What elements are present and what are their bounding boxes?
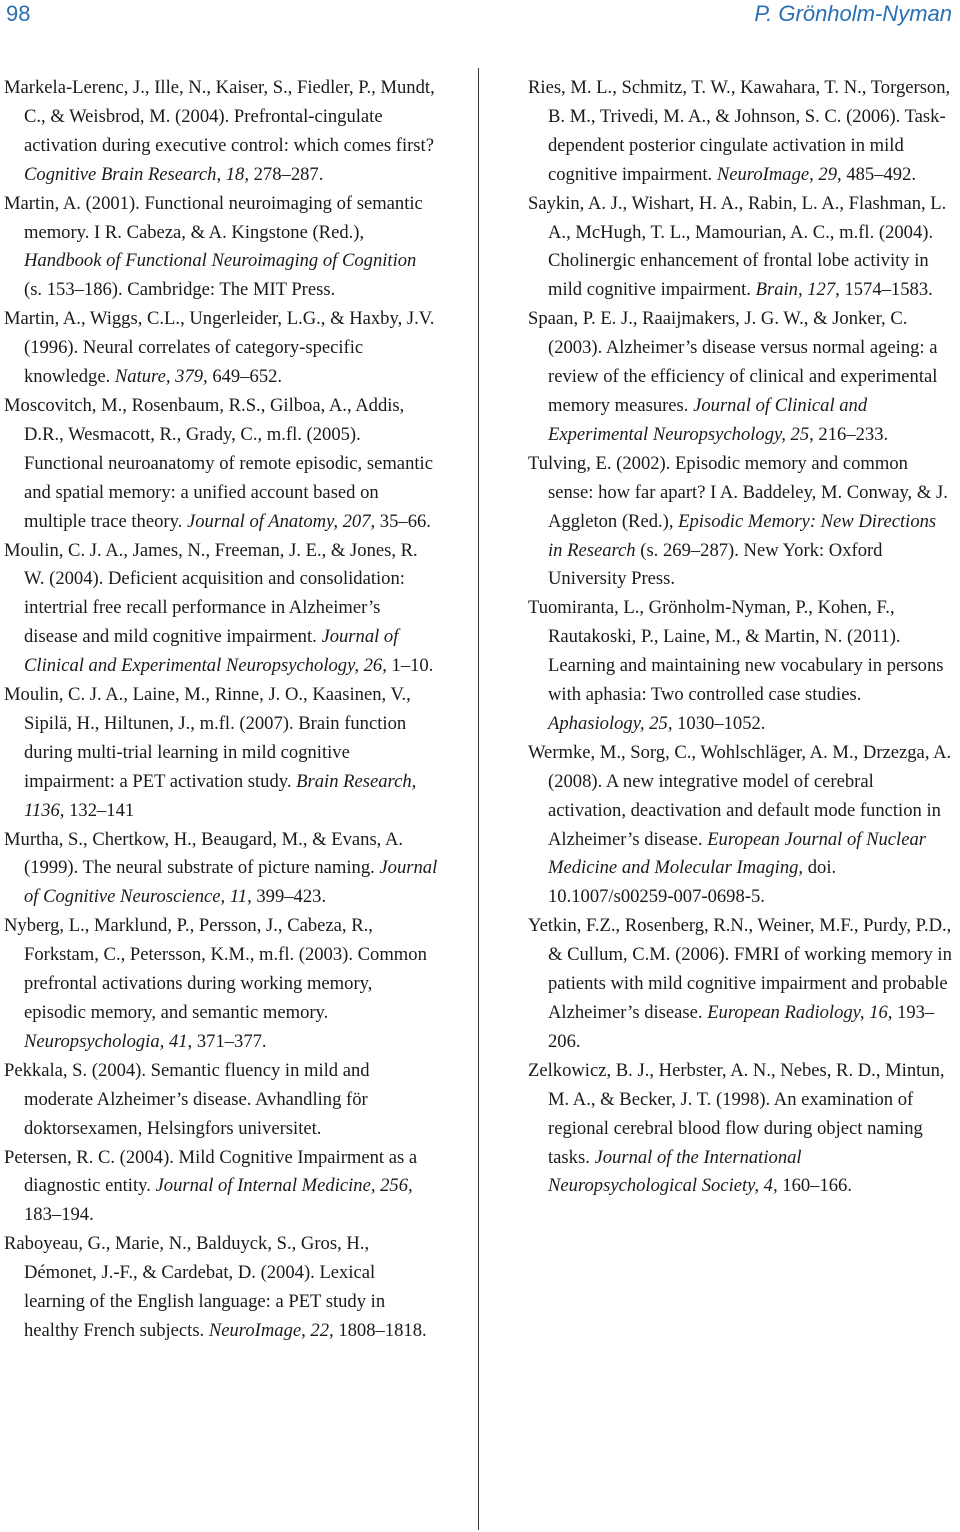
reference-entry: Tuomiranta, L., Grönholm-Nyman, P., Kohen, F., Rautakoski, P., Laine, M., & Martin, N. (2011). Learning and maintaining new vocabulary in persons with aphasia: Two controlled case studies. Aphasiology, 25, 1030–1052.	[528, 597, 944, 734]
reference-column-left	[4, 74, 438, 1346]
reference-entry: Ries, M. L., Schmitz, T. W., Kawahara, T. N., Torgerson, B. M., Trivedi, M. A., & Johnson, S. C. (2006). Task-dependent posterior cingulate activation in mild cognitive impairment. NeuroImage, 29, 485–492.	[528, 77, 951, 185]
reference-entry: Wermke, M., Sorg, C., Wohlschläger, A. M., Drzezga, A. (2008). A new integrative model of cerebral activation, deactivation and default mode function in Alzheimer’s disease. European Journal of Nuclear Medicine and Molecular Imaging, doi. 10.1007/s00259-007-0698-5.	[528, 741, 952, 908]
reference-entry: Moscovitch, M., Rosenbaum, R.S., Gilboa, A., Addis, D.R., Wesmacott, R., Grady, C., m.fl. (2005). Functional neuroanatomy of remote episodic, semantic and spatial memory: a unified account based on multiple trace theory. Journal of Anatomy, 207, 35–66.	[4, 394, 433, 532]
reference-entry: Petersen, R. C. (2004). Mild Cognitive Impairment as a diagnostic entity. Journal of Internal Medicine, 256, 183–194.	[4, 1146, 418, 1226]
reference-column-right	[528, 74, 954, 1201]
column-divider	[478, 68, 479, 1530]
reference-entry: Martin, A., Wiggs, C.L., Ungerleider, L.G., & Haxby, J.V. (1996). Neural correlates of category-specific knowledge. Nature, 379, 649–652.	[4, 308, 435, 388]
page-number: 98	[6, 1, 31, 26]
page-header	[0, 0, 960, 40]
reference-entry: Tulving, E. (2002). Episodic memory and common sense: how far apart? I A. Baddeley, M. Conway, & J. Aggleton (Red.), Episodic Memory: New Directions in Research (s. 269–287). New York: Oxford University Press.	[528, 452, 948, 590]
reference-entry: Spaan, P. E. J., Raaijmakers, J. G. W., & Jonker, C. (2003). Alzheimer’s disease versus normal ageing: a review of the efficiency of clinical and experimental memory measures. Journal of Clinical and Experimental Neuropsychology, 25, 216–233.	[528, 308, 938, 445]
reference-entry: Zelkowicz, B. J., Herbster, A. N., Nebes, R. D., Mintun, M. A., & Becker, J. T. (1998). An examination of regional cerebral blood flow during object naming tasks. Journal of the International Neuropsychological Society, 4, 160–166.	[528, 1059, 945, 1197]
reference-entry: Nyberg, L., Marklund, P., Persson, J., Cabeza, R., Forkstam, C., Petersson, K.M., m.fl. (2003). Common prefrontal activations during working memory, episodic memory, and semantic memory. Neuropsychologia, 41, 371–377.	[4, 915, 427, 1052]
reference-entry: Pekkala, S. (2004). Semantic fluency in mild and moderate Alzheimer’s disease. Avhandling för doktorsexamen, Helsingfors universitet.	[4, 1059, 370, 1139]
reference-entry: Moulin, C. J. A., James, N., Freeman, J. E., & Jones, R. W. (2004). Deficient acquisition and consolidation: intertrial free recall performance in Alzheimer’s disease and mild cognitive impairment. Journal of Clinical and Experimental Neuropsychology, 26, 1–10.	[4, 539, 434, 677]
running-head: P. Grönholm-Nyman	[754, 1, 952, 26]
reference-entry: Saykin, A. J., Wishart, H. A., Rabin, L. A., Flashman, L. A., McHugh, T. L., Mamourian, A. C., m.fl. (2004). Cholinergic enhancement of frontal lobe activity in mild cognitive impairment. Brain, 127, 1574–1583.	[528, 192, 947, 301]
reference-entry: Martin, A. (2001). Functional neuroimaging of semantic memory. I R. Cabeza, & A. Kingstone (Red.), Handbook of Functional Neuroimaging of Cognition (s. 153–186). Cambridge: The MIT Press.	[4, 192, 423, 301]
reference-entry: Raboyeau, G., Marie, N., Balduyck, S., Gros, H., Démonet, J.-F., & Cardebat, D. (2004). Lexical learning of the English language: a PET study in healthy French subjects. NeuroImage, 22, 1808–1818.	[4, 1233, 427, 1341]
reference-entry: Markela-Lerenc, J., Ille, N., Kaiser, S., Fiedler, P., Mundt, C., & Weisbrod, M. (2004). Prefrontal-cingulate activation during executive control: which comes first? Cognitive Brain Research, 18, 278–287.	[4, 77, 435, 185]
reference-entry: Yetkin, F.Z., Rosenberg, R.N., Weiner, M.F., Purdy, P.D., & Cullum, C.M. (2006). FMRI of working memory in patients with mild cognitive impairment and probable Alzheimer’s disease. European Radiology, 16, 193–206.	[528, 915, 952, 1052]
reference-entry: Moulin, C. J. A., Laine, M., Rinne, J. O., Kaasinen, V., Sipilä, H., Hiltunen, J., m.fl. (2007). Brain function during multi-trial learning in mild cognitive impairment: a PET activation study. Brain Research, 1136, 132–141	[4, 684, 417, 821]
reference-entry: Murtha, S., Chertkow, H., Beaugard, M., & Evans, A. (1999). The neural substrate of picture naming. Journal of Cognitive Neuroscience, 11, 399–423.	[4, 828, 438, 908]
